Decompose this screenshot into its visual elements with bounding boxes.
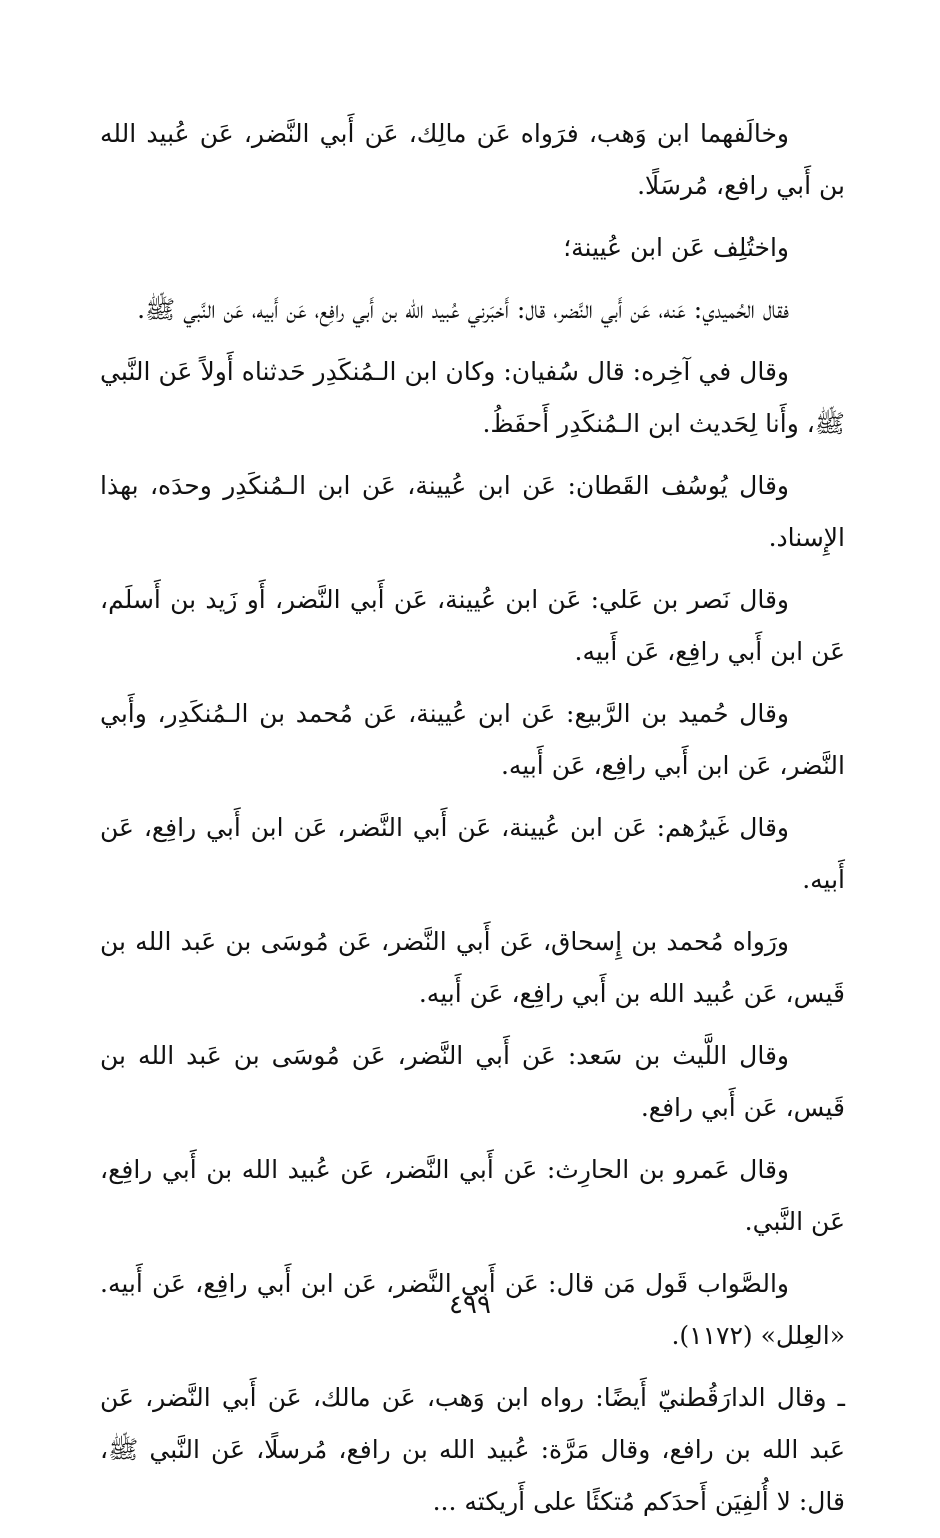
paragraph-12: والصَّواب قَول مَن قال: عَن أَبي النَّضر، عَن ابن أَبي رافِع، عَن أَبيه. «العِلل» (١١٧٢). [100, 1269, 845, 1350]
paragraph-13: ـ وقال الدارَقُطنيّ أَيضًا: رواه ابن وَهب، عَن مالك، عَن أَبي النَّضر، عَن عَبد الله بن رافع، وقال مَرَّة: عُبيد الله بن رافع، مُرسلًا، عَن النَّبي ﷺ، قال: لا أُلفِيَن أَحدَكم مُتكئًا على أَريكته ... [100, 1383, 845, 1516]
paragraph-1: وخالَفهما ابن وَهب، فرَواه عَن مالِك، عَن أَبي النَّضر، عَن عُبيد الله بن أَبي رافع، مُرسَلًا. [100, 119, 845, 200]
paragraph-4: وقال في آخِره: قال سُفيان: وكان ابن الـمُنكَدِر حَدثناه أَولاً عَن النَّبي ﷺ، وأَنا لِحَديث ابن الـمُنكَدِر أَحفَظُ. [100, 357, 845, 438]
paragraph-3: فقال الحُميدي: عَنه، عَن أَبي النَّضر، قال: أَخبَرني عُبيد الله بن أَبي رافِع، عَن أَبيه، عَن النَّبي ﷺ. [137, 295, 789, 324]
page-body-text [100, 108, 845, 1538]
paragraph-8: وقال غَيرُهم: عَن ابن عُيينة، عَن أَبي النَّضر، عَن ابن أَبي رافِع، عَن أَبيه. [100, 813, 845, 894]
paragraph-5: وقال يُوسُف القَطان: عَن ابن عُيينة، عَن ابن الـمُنكَدِر وحدَه، بهذا الإِسناد. [100, 471, 845, 552]
paragraph-10: وقال اللَّيث بن سَعد: عَن أَبي النَّضر، عَن مُوسَى بن عَبد الله بن قَيس، عَن أَبي رافع. [100, 1041, 845, 1122]
paragraph-9: ورَواه مُحمد بن إِسحاق، عَن أَبي النَّضر، عَن مُوسَى بن عَبد الله بن قَيس، عَن عُبيد الله بن أَبي رافِع، عَن أَبيه. [100, 927, 845, 1008]
paragraph-2: واختُلِف عَن ابن عُيينة؛ [563, 233, 789, 262]
paragraph-11: وقال عَمرو بن الحارِث: عَن أَبي النَّضر، عَن عُبيد الله بن أَبي رافِع، عَن النَّبي. [100, 1155, 845, 1236]
paragraph-7: وقال حُميد بن الرَّبيع: عَن ابن عُيينة، عَن مُحمد بن الـمُنكَدِر، وأَبي النَّضر، عَن ابن أَبي رافِع، عَن أَبيه. [100, 699, 845, 780]
page-number: ٤٩٩ [449, 1290, 491, 1320]
paragraph-6: وقال نَصر بن عَلي: عَن ابن عُيينة، عَن أَبي النَّضر، أَو زَيد بن أَسلَم، عَن ابن أَبي رافِع، عَن أَبيه. [100, 585, 845, 666]
